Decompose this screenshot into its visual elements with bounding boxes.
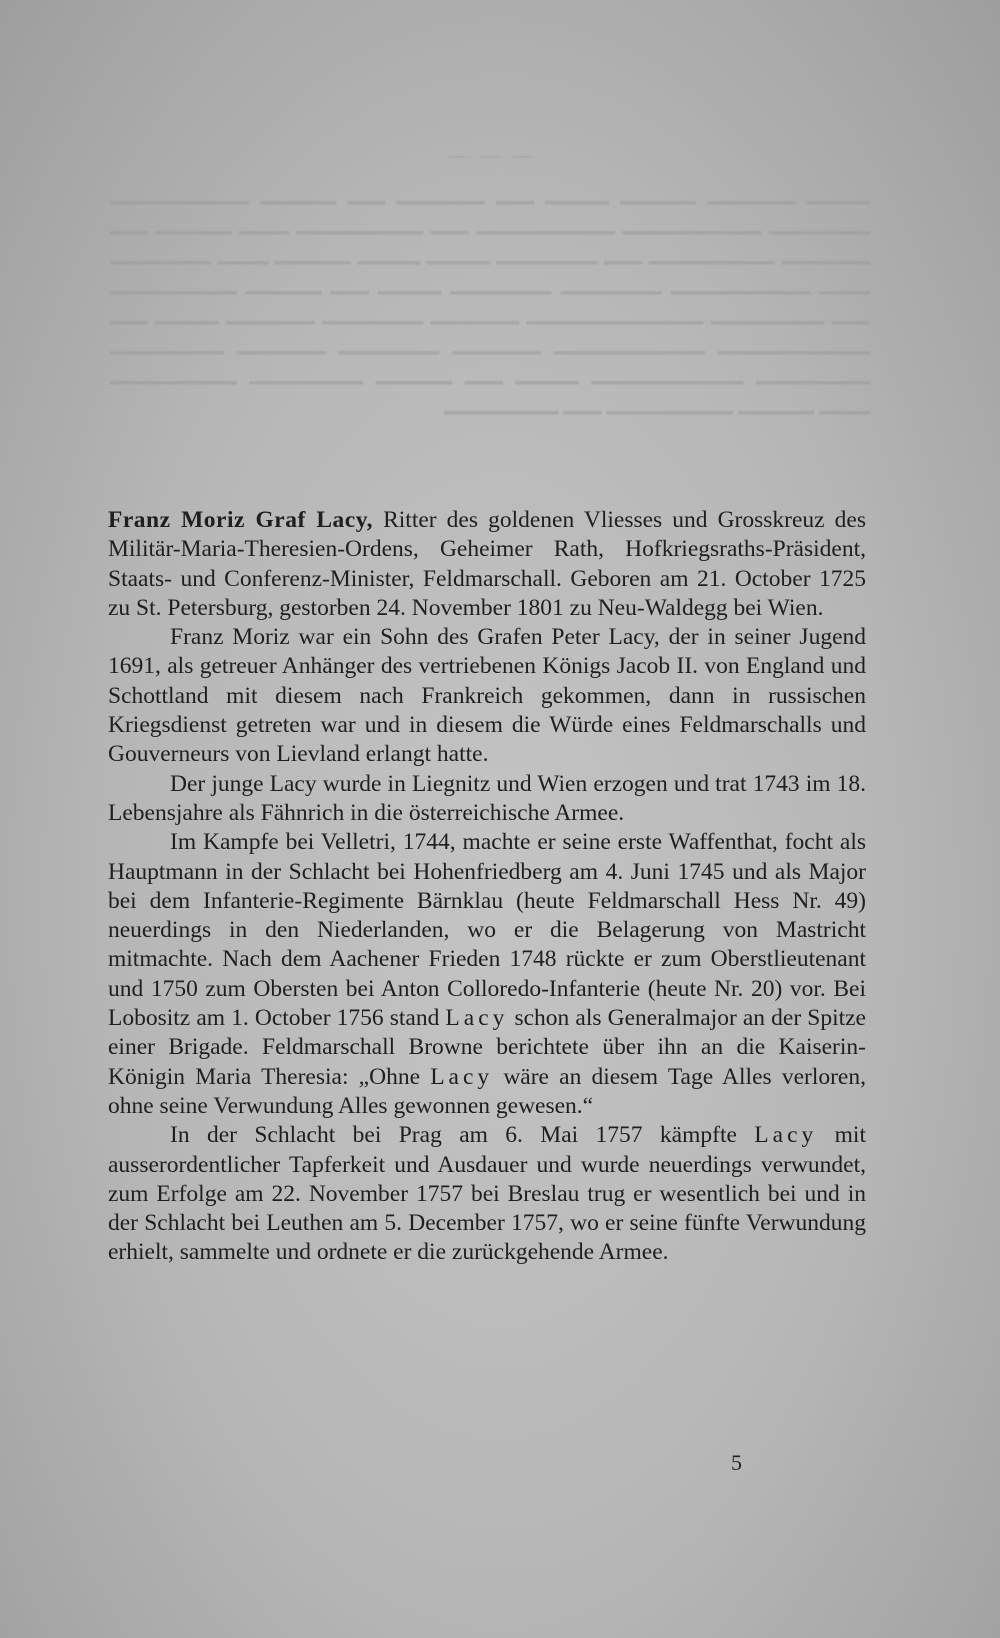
early-career-text-1: Im Kampfe bei Velletri, 1744, machte er seine erste Waffenthat, focht als Hauptmann in der Schlacht bei Hohenfriedberg am 4. Juni 1745 und als Major bei dem Infanterie-Regimente Bärnklau (heute Feldmarschall Hess Nr. 49) neuerdings in den Niederlanden, wo er die Belagerung von Mastricht mitmachte. Nach dem Aachener Frieden 1748 rückte er zum Oberstlieutenant und 1750 zum Obersten bei Anton Colloredo-Infanterie (heute Nr. 20) vor. Bei Lobositz am 1. October 1756 stand	[108, 829, 866, 1032]
prague-text-1: In der Schlacht bei Prag am 6. Mai 1757 kämpfte	[170, 1122, 755, 1149]
intro-text: Ritter des goldenen Vliesses und Grosskreuz des Militär-Maria-Theresien-Ordens, Geheimer Rath, Hofkriegsraths-Präsident, Staats- und Conferenz-Minister, Feldmarschall. Geboren am 21. October 1725 zu St. Petersburg, gestorben 24. November 1801 zu Neu-Waldegg bei Wien.	[108, 507, 866, 621]
paragraph-origin: Franz Moriz war ein Sohn des Grafen Peter Lacy, der in seiner Jugend 1691, als getreuer Anhänger des vertriebenen Königs Jacob II. von England und Schottland mit diesem nach Frankreich gekommen, dann in russischen Kriegsdienst getreten war und in diesem die Würde eines Feldmarschalls und Gouverneurs von Lievland erlangt hatte.	[108, 624, 866, 768]
person-name-heading: Franz Moriz Graf Lacy,	[108, 507, 374, 533]
prague-text-2: mit ausserordentlicher Tapferkeit und Ausdauer und wurde neuerdings verwundet, zum Erfolge am 22. November 1757 bei Breslau trug er wesentlich bei und in der Schlacht bei Leuthen am 5. December 1757, wo er seine fünfte Verwundung erhielt, sammelte und ordnete er die zurückgehende Armee.	[108, 1122, 866, 1266]
article-body	[108, 506, 866, 1268]
paragraph-prague	[108, 1121, 866, 1267]
paragraph-intro	[108, 506, 866, 623]
paragraph-early-career	[108, 828, 866, 1121]
page-number: 5	[731, 1450, 742, 1475]
spaced-name: Lacy	[430, 1063, 494, 1090]
spaced-name: Lacy	[445, 1005, 509, 1032]
early-career-text-2: schon als Generalmajor an der Spitze einer Brigade. Feldmarschall Browne berichtete über ihn an die Kaiserin-Königin Maria Theresia: „Ohne	[108, 1005, 866, 1090]
show-through-texture: — — — ━━━━━ ━━━━━━━ ━━━━━━ ━━━━━ ━━━ ━━━━━━━ ━━━ ━━━━━━ ━━━━━━━━━━━ ━━━━━━━━ ━━━━━━━━━━━ ━━━━━━━━━━━ ━━━ ━━━━━━━━━━ ━━━━ ━━━━━━ ━━━ ━━━━━━━ ━━━━━━━━━━ ━━━ ━━━━━━━━ ━━━━━ ━━━━━ ━━━━━━ ━━━━ ━━━━━━━━ ━━━━ ━━━━━━━━━━━ ━━━━━━━━ ━━━━━━━━ ━━━━━ ━━━ ━━━━━━ ━━━━━━━━━━ ━━━ ━━━━━━━━━ ━━━━━━━━━━━━━━ ━━━━━━━ ━━━━━━━━ ━━━━━━━ ━━━━━ ━━━ ━━━━━━━━━━━━ ━━━━━━━━━━━━ ━━━━━━━ ━━━━━━━━ ━━━━━━━ ━━━━━━━━━ ━━━━━━━━━ ━━━━━━━━━━━━ ━━━━━ ━━━ ━━━━━━ ━━━━━━━━━ ━━━━━━━━━━ ━━━━ ━━━━━━ ━━━━━━━━━━ ━━━ ━━━━━━━━━	[110, 142, 870, 425]
early-career-text-3: wäre an diesem Tage Alles verloren, ohne seine Verwundung Alles gewonnen gewesen.“	[108, 1063, 866, 1119]
paragraph-education: Der junge Lacy wurde in Liegnitz und Wien erzogen und trat 1743 im 18. Lebensjahre als Fähnrich in die österreichische Armee.	[108, 770, 866, 826]
spaced-name: Lacy	[754, 1122, 818, 1149]
